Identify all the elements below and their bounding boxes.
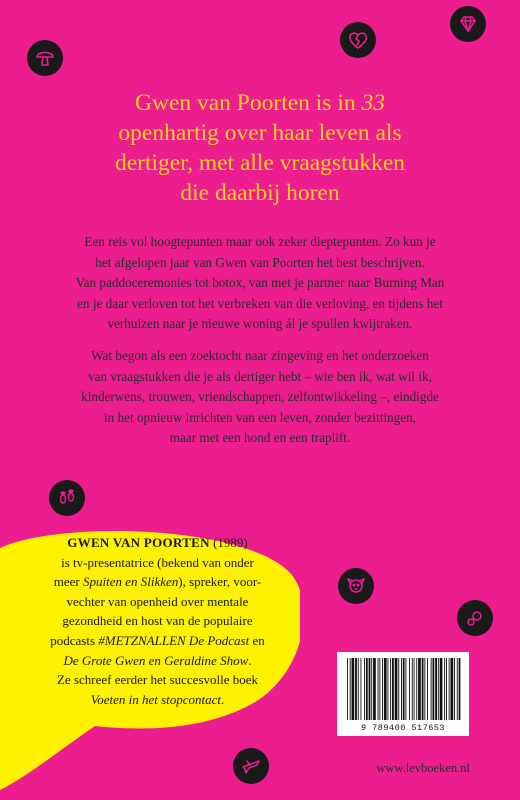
diamond-icon xyxy=(450,6,486,42)
blurb-line: verhuizen naar je nieuwe woning ál je spullen kwijtraken. xyxy=(107,316,413,331)
bio-text: podcasts xyxy=(50,632,99,648)
barcode-bar xyxy=(390,658,391,720)
barcode-bar xyxy=(440,658,443,720)
barcode-bar xyxy=(446,658,447,720)
barcode-bar xyxy=(371,658,372,720)
bio-line: is tv-presentatrice (bekend van onder xyxy=(61,554,254,570)
barcode-bar xyxy=(364,658,365,720)
barcode-bar xyxy=(427,658,428,720)
barcode-bar xyxy=(369,658,371,720)
barcode-bar xyxy=(406,658,407,720)
headline-text: Gwen van Poorten is in xyxy=(135,90,362,116)
blurb-line: van vraagstukken die je als dertiger hebt – wie ben ik, wat wil ik, xyxy=(88,368,432,384)
blurb-line: Wat begon als een zoektocht naar zingeving en het onderzoeken xyxy=(91,348,429,363)
isbn-number: 9 789400 517653 xyxy=(360,723,445,733)
barcode-bar xyxy=(438,658,439,720)
barcode-bar xyxy=(451,658,454,720)
headline-text: openhartig over haar leven als xyxy=(118,120,402,146)
pacifier-icon xyxy=(457,600,493,636)
podcast-title: De Grote Gwen en Geraldine Show xyxy=(63,652,249,668)
author-name: GWEN VAN POORTEN xyxy=(67,535,210,550)
bio-text: . xyxy=(248,652,252,668)
dog-face-icon xyxy=(338,568,374,604)
barcode-bar xyxy=(414,658,415,720)
blurb-line: Een reis vol hoogtepunten maar ook zeker dieptepunten. Zo kun je xyxy=(84,234,436,249)
blurb-line: kinderwens, trouwen, vriendschappen, zelfontwikkeling –, eindigde xyxy=(81,389,439,404)
barcode-bar xyxy=(395,658,398,720)
podcast-title: #METZNALLEN De Podcast xyxy=(98,632,250,648)
headline xyxy=(60,88,460,208)
author-bio xyxy=(40,533,275,709)
barcode-bar xyxy=(373,658,376,720)
blurb-line: in het opnieuw inrichten van een leven, zonder bezittingen, xyxy=(104,409,416,425)
mushroom-icon xyxy=(27,40,63,76)
barcode-bar xyxy=(422,658,424,720)
bio-line: Ze schreef eerder het succesvolle boek xyxy=(56,672,259,688)
blurb-line: en je daar verloven tot het verbreken van die verloving, en tijdens het xyxy=(77,295,443,311)
barcode-bar xyxy=(398,658,399,720)
barcode xyxy=(337,652,469,736)
barcode-bar xyxy=(454,658,455,720)
barcode-bar xyxy=(416,658,417,720)
barcode-bar xyxy=(403,658,405,720)
barcode-bar xyxy=(435,658,437,720)
barcode-bar xyxy=(424,658,425,720)
headline-text: dertiger, met alle vraagstukken xyxy=(114,150,406,176)
barcode-bar xyxy=(412,658,413,720)
barcode-bar xyxy=(352,658,355,720)
blurb-paragraph-1 xyxy=(60,232,460,335)
barcode-bar xyxy=(444,658,445,720)
broken-heart-icon xyxy=(340,22,376,58)
publisher-website: www.levboeken.nl xyxy=(376,761,470,775)
barcode-bar xyxy=(418,658,421,720)
barcode-bar xyxy=(459,658,461,720)
airplane-icon xyxy=(233,748,269,784)
barcode-bar xyxy=(355,658,357,720)
barcode-bar xyxy=(350,658,351,720)
blurb-line: het afgelopen jaar van Gwen van Poorten het best beschrijven. xyxy=(95,254,425,270)
bio-text: en xyxy=(249,632,265,648)
blurb-line: maar met een hond en een traplift. xyxy=(169,430,351,445)
barcode-bar xyxy=(378,658,379,720)
show-title: Spuiten en Slikken xyxy=(82,574,179,590)
bio-text: meer xyxy=(53,574,83,590)
author-birth-year: (1989) xyxy=(209,535,248,550)
book-title: 33 xyxy=(361,90,385,116)
barcode-bar xyxy=(358,658,359,720)
barcode-bar xyxy=(361,658,362,720)
barcode-bar xyxy=(384,658,387,720)
barcode-bar xyxy=(388,658,389,720)
barcode-bar xyxy=(433,658,435,720)
footprints-icon xyxy=(49,480,85,516)
barcode-bar xyxy=(366,658,368,720)
barcode-bar xyxy=(457,658,458,720)
barcode-bars xyxy=(345,658,461,720)
barcode-bar xyxy=(409,658,410,720)
blurb-line: Van paddoceremonies tot botox, van met je partner naar Burning Man xyxy=(75,275,445,290)
bio-text: . xyxy=(221,691,225,707)
barcode-bar xyxy=(392,658,394,720)
bio-text: ), spreker, voor- xyxy=(178,574,262,590)
bio-line: gezondheid en host van de populaire xyxy=(62,613,253,629)
barcode-bar xyxy=(401,658,402,720)
barcode-bar xyxy=(449,658,450,720)
blurb-paragraph-2 xyxy=(60,346,460,449)
headline-text: die daarbij horen xyxy=(180,180,340,206)
barcode-bar xyxy=(379,658,380,720)
barcode-bar xyxy=(431,658,432,720)
bio-line: vechter van openheid over mentale xyxy=(66,593,249,609)
book-title: Voeten in het stopcontact xyxy=(90,691,222,707)
barcode-bar xyxy=(382,658,383,720)
barcode-bar xyxy=(347,658,348,720)
